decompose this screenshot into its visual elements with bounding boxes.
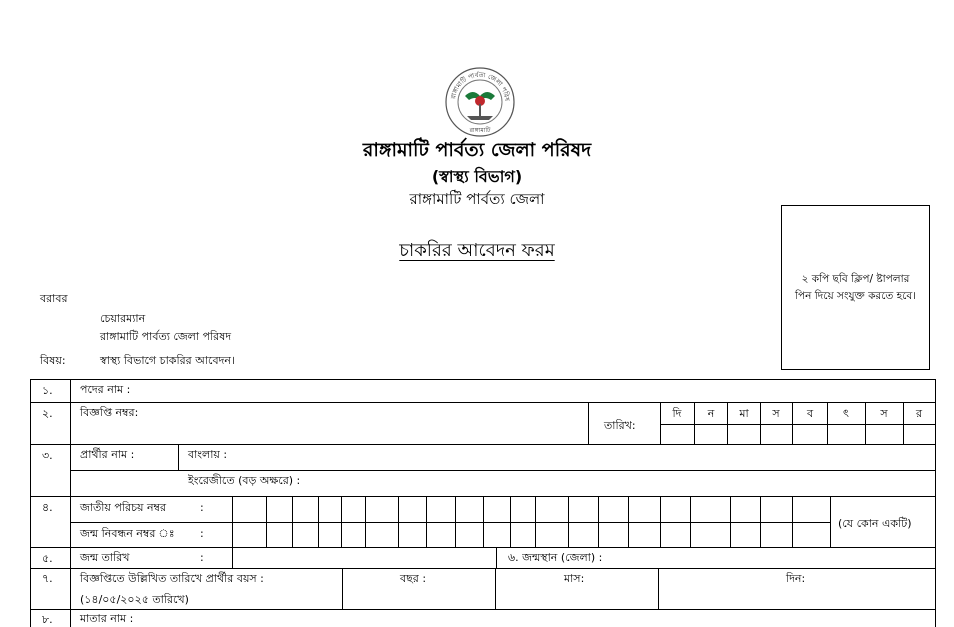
date-cell-5: ব — [806, 407, 814, 420]
row-2-number: ২. — [42, 407, 53, 420]
birth-date-colon: : — [200, 551, 204, 564]
age-date-note: (১৪/০৫/২০২৫ তারিখে) — [80, 593, 189, 606]
subject-label: বিষয়: — [40, 354, 66, 367]
nid-colon: : — [200, 501, 204, 514]
age-year-label: বছর : — [400, 572, 427, 585]
date-cell-1: দি — [672, 407, 682, 420]
date-cell-4: স — [772, 407, 780, 420]
mother-name-label: মাতার নাম : — [80, 612, 134, 625]
org-name: রাঙ্গামাটি পার্বত্য জেলা পরিষদ — [362, 139, 592, 161]
council-logo — [443, 66, 517, 138]
name-bangla-label: বাংলায় : — [188, 448, 228, 461]
post-name-label: পদের নাম : — [80, 383, 131, 396]
birth-reg-colon: : — [200, 527, 204, 540]
logo-bottom-text: রাঙ্গামাটি — [469, 127, 491, 134]
row-4-number: ৪. — [42, 501, 53, 514]
nid-label: জাতীয় পরিচয় নম্বর — [80, 501, 167, 514]
application-form-table — [30, 379, 936, 627]
photo-box — [781, 205, 930, 370]
age-month-label: মাস: — [564, 572, 585, 585]
row-7-number: ৭. — [42, 572, 53, 585]
row-5-number: ৫. — [42, 552, 53, 565]
row-8-number: ৮. — [42, 613, 53, 626]
date-label: তারিখ: — [604, 419, 636, 432]
recipient-org: রাঙ্গামাটি পার্বত্য জেলা পরিষদ — [100, 330, 232, 343]
date-cell-6: ৎ — [843, 407, 849, 420]
date-cell-8: র — [915, 407, 923, 420]
to-label: বরাবর — [40, 292, 68, 305]
birth-date-label: জন্ম তারিখ — [80, 551, 130, 564]
photo-instructions: ২ কপি ছবি ক্লিপ/ ষ্টাপলার পিন দিয়ে সংযুক্ত করতে হবে। — [795, 272, 916, 302]
recipient-title: চেয়ারম্যান — [100, 312, 146, 325]
birth-reg-label: জন্ম নিবন্ধন নম্বর ঃ — [80, 527, 175, 540]
date-cell-3: মা — [739, 407, 749, 420]
district-name: রাঙ্গামাটি পার্বত্য জেলা — [409, 190, 545, 208]
notice-number-label: বিজ্ঞপ্তি নম্বর: — [80, 406, 139, 419]
row-3-number: ৩. — [42, 449, 53, 462]
birthplace-label: ৬. জন্মস্থান (জেলা) : — [508, 551, 603, 564]
age-label: বিজ্ঞপ্তিতে উল্লিখিত তারিখে প্রার্থীর বয়স : — [80, 572, 264, 585]
row-1-number: ১. — [42, 384, 53, 397]
applicant-name-label: প্রার্থীর নাম : — [80, 448, 135, 461]
any-one-note: (যে কোন একটি) — [838, 517, 912, 530]
date-cell-7: স — [880, 407, 888, 420]
date-cell-2: ন — [707, 407, 715, 420]
form-title-text: চাকরির আবেদন ফরম — [399, 240, 555, 261]
name-english-label: ইংরেজীতে (বড় অক্ষরে) : — [188, 474, 301, 487]
subject-text: স্বাস্থ্য বিভাগে চাকরির আবেদন। — [100, 354, 235, 367]
logo-ring-text: রাঙ্গামাটি পার্বত্য জেলা পরিষ — [449, 70, 512, 102]
department-name: (স্বাস্থ্য বিভাগ) — [431, 167, 523, 186]
age-day-label: দিন: — [786, 572, 806, 585]
